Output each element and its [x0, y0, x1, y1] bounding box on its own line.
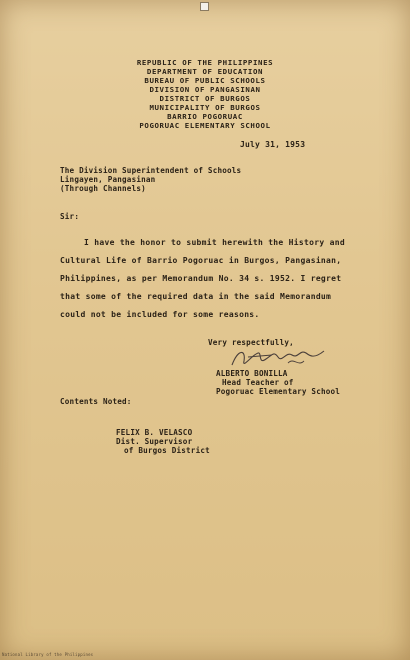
signer-name: ALBERTO BONILLA [216, 369, 288, 378]
header-barrio: BARRIO POGORUAC [167, 112, 243, 121]
supervisor-name: FELIX B. VELASCO [116, 428, 193, 437]
body-line-4: that some of the required data in the said Memorandum [60, 292, 332, 301]
header-school: POGORUAC ELEMENTARY SCHOOL [139, 121, 271, 130]
body-line-2: Cultural Life of Barrio Pogoruac in Burgos, Pangasinan, [60, 256, 342, 265]
addressee-line-3: (Through Channels) [60, 184, 146, 193]
footer-credit: National Library of the Philippines [2, 652, 94, 657]
supervisor-title-2: of Burgos District [124, 446, 210, 455]
header-republic: REPUBLIC OF THE PHILIPPINES [136, 58, 274, 67]
body-line-5: could not be included for some reasons. [60, 310, 260, 319]
header-department: DEPARTMENT OF EDUCATION [146, 67, 264, 76]
binder-clip-icon [200, 2, 209, 11]
signer-title-1: Head Teacher of [222, 378, 294, 387]
body-line-3: Philippines, as per Memorandum No. 34 s. 1952. I regret [60, 274, 342, 283]
signer-title-2: Pogoruac Elementary School [216, 387, 341, 396]
contents-noted-label: Contents Noted: [60, 397, 132, 406]
letter-date: July 31, 1953 [240, 140, 306, 149]
salutation: Sir: [60, 212, 80, 221]
body-line-1: I have the honor to submit herewith the History and [84, 238, 345, 247]
complimentary-close: Very respectfully, [208, 338, 294, 347]
addressee-line-2: Lingayen, Pangasinan [60, 175, 156, 184]
header-bureau: BUREAU OF PUBLIC SCHOOLS [144, 76, 266, 85]
header-division: DIVISION OF PANGASINAN [149, 85, 261, 94]
header-district: DISTRICT OF BURGOS [159, 94, 251, 103]
supervisor-title-1: Dist. Supervisor [116, 437, 193, 446]
header-municipality: MUNICIPALITY OF BURGOS [149, 103, 261, 112]
addressee-line-1: The Division Superintendent of Schools [60, 166, 242, 175]
